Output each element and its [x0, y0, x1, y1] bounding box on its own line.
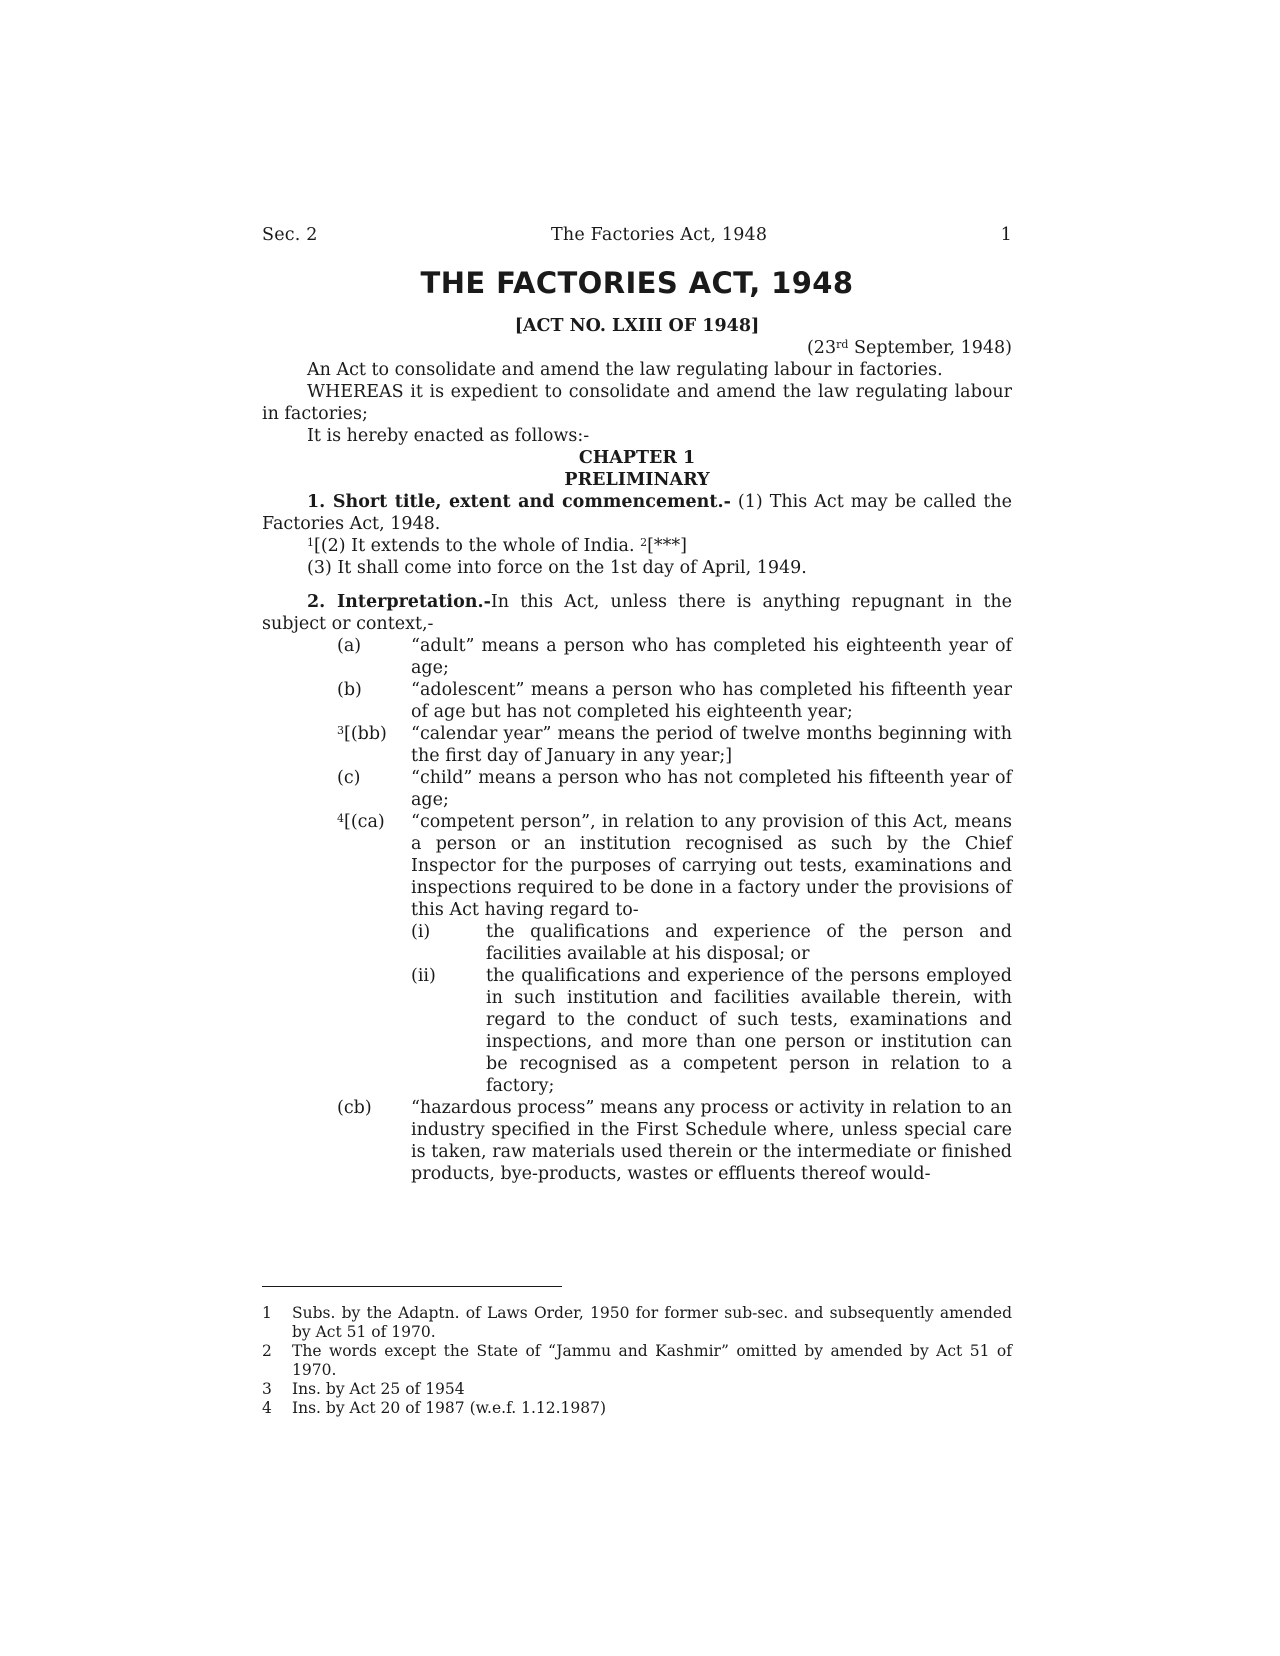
- definition-item: [337, 811, 1012, 1097]
- definition-item: [337, 1097, 1012, 1185]
- section-2: [262, 591, 1012, 635]
- footnote-ref-3: 3: [337, 724, 344, 737]
- footnote-number: 3: [262, 1380, 272, 1398]
- sub-item: [411, 965, 1012, 1097]
- long-title: An Act to consolidate and amend the law regulating labour in factories.: [307, 360, 943, 380]
- definition-label: [337, 635, 411, 679]
- section-1: [262, 491, 1012, 535]
- section-1-sub2: [262, 535, 1012, 557]
- definition-label: [337, 723, 411, 767]
- definition-label: [337, 767, 411, 811]
- section-2-heading: 2. Interpretation.-: [307, 592, 491, 612]
- footnote-number: 4: [262, 1399, 272, 1417]
- section-2-intro: In this Act, unless there is anything repugnant in the subject or context,-: [262, 592, 1012, 634]
- sub-item-label: (i): [411, 922, 431, 942]
- definition-label-text: (a): [337, 636, 362, 656]
- definition-text: “child” means a person who has not completed his fifteenth year of age;: [411, 768, 1012, 810]
- footnote: [262, 1380, 1012, 1399]
- sub-item-label: (ii): [411, 966, 436, 986]
- footnote-ref-4: 4: [337, 812, 344, 825]
- act-number: [ACT NO. LXIII OF 1948]: [514, 316, 760, 336]
- definition-text: “adolescent” means a person who has completed his fifteenth year of age but has not completed his eighteenth year;: [411, 680, 1012, 722]
- section-1-sub2-text: [(2) It extends to the whole of India.: [314, 536, 641, 556]
- footnote: [262, 1342, 1012, 1380]
- footnote-ref-1: 1: [307, 536, 314, 549]
- section-1-heading: 1. Short title, extent and commencement.-: [307, 492, 731, 512]
- section-1-sub1: (1) This Act may be called the Factories Act, 1948.: [262, 492, 1012, 534]
- footnote-text: The words except the State of “Jammu and Kashmir” omitted by amended by Act 51 of 1970.: [292, 1342, 1012, 1379]
- footnote-number: 1: [262, 1304, 272, 1322]
- date-suffix: rd: [836, 338, 849, 351]
- footnotes: [262, 1304, 1012, 1418]
- page-content: [262, 224, 1012, 1185]
- section-1-sub3: (3) It shall come into force on the 1st day of April, 1949.: [307, 558, 807, 578]
- header-title: The Factories Act, 1948: [551, 225, 768, 245]
- definition-label: [337, 679, 411, 723]
- definition-label-text: [(ca): [344, 812, 385, 832]
- definition-label: (cb): [337, 1098, 372, 1118]
- footnote: [262, 1304, 1012, 1342]
- definition-label-text: [(bb): [344, 724, 387, 744]
- definition-text: “competent person”, in relation to any provision of this Act, means a person or an institution recognised as such by the Chief Inspector for the purposes of carrying out tests, examinations and inspections required to be done in a factory under the provisions of this Act having regard to-: [411, 812, 1012, 920]
- definition-text: “adult” means a person who has completed his eighteenth year of age;: [411, 636, 1012, 678]
- definition-item: [337, 635, 1012, 679]
- act-date: [262, 337, 1012, 359]
- page-number: 1: [1000, 225, 1012, 245]
- definition-label-text: (c): [337, 768, 361, 788]
- sub-item-text: the qualifications and experience of the person and facilities available at his disposal; or: [486, 922, 1012, 964]
- whereas-clause: WHEREAS it is expedient to consolidate and amend the law regulating labour in factories;: [262, 382, 1012, 424]
- footnote-text: Ins. by Act 25 of 1954: [292, 1380, 465, 1398]
- footnote-divider: [262, 1286, 562, 1287]
- definition-item: [337, 723, 1012, 767]
- definition-text: “hazardous process” means any process or activity in relation to an industry specified in the First Schedule where, unless special care is taken, raw materials used therein or the intermediate or finished products, bye-products, wastes or effluents thereof would-: [411, 1098, 1012, 1184]
- definition-text: “calendar year” means the period of twelve months beginning with the first day of January in any year;]: [411, 724, 1012, 766]
- section-1-sub2-tail: [***]: [647, 536, 687, 556]
- definitions-list: [337, 635, 1012, 1185]
- header-section: Sec. 2: [262, 225, 318, 245]
- running-header: [262, 224, 1012, 246]
- footnote-number: 2: [262, 1342, 272, 1360]
- sub-item-text: the qualifications and experience of the persons employed in such institution and facilities available therein, with regard to the conduct of such tests, examinations and inspections, and more than one person or institution can be recognised as a competent person in relation to a factory;: [486, 966, 1012, 1096]
- definition-item: [337, 679, 1012, 723]
- footnote-ref-2: 2: [640, 536, 648, 549]
- document-title: THE FACTORIES ACT, 1948: [420, 266, 854, 300]
- definition-item: [337, 767, 1012, 811]
- footnote: [262, 1399, 1012, 1418]
- sub-item: [411, 921, 1012, 965]
- enacting-clause: It is hereby enacted as follows:-: [307, 426, 590, 446]
- date-rest: September, 1948): [848, 338, 1012, 358]
- chapter-name: PRELIMINARY: [564, 470, 710, 490]
- chapter-number: CHAPTER 1: [578, 448, 696, 468]
- definition-label: [337, 811, 411, 1097]
- definition-body: [411, 811, 1012, 1097]
- footnote-text: Ins. by Act 20 of 1987 (w.e.f. 1.12.1987): [292, 1399, 607, 1417]
- footnote-text: Subs. by the Adaptn. of Laws Order, 1950 for former sub-sec. and subsequently amended by Act 51 of 1970.: [292, 1304, 1012, 1341]
- date-open: (23: [806, 338, 837, 358]
- definition-label-text: (b): [337, 680, 362, 700]
